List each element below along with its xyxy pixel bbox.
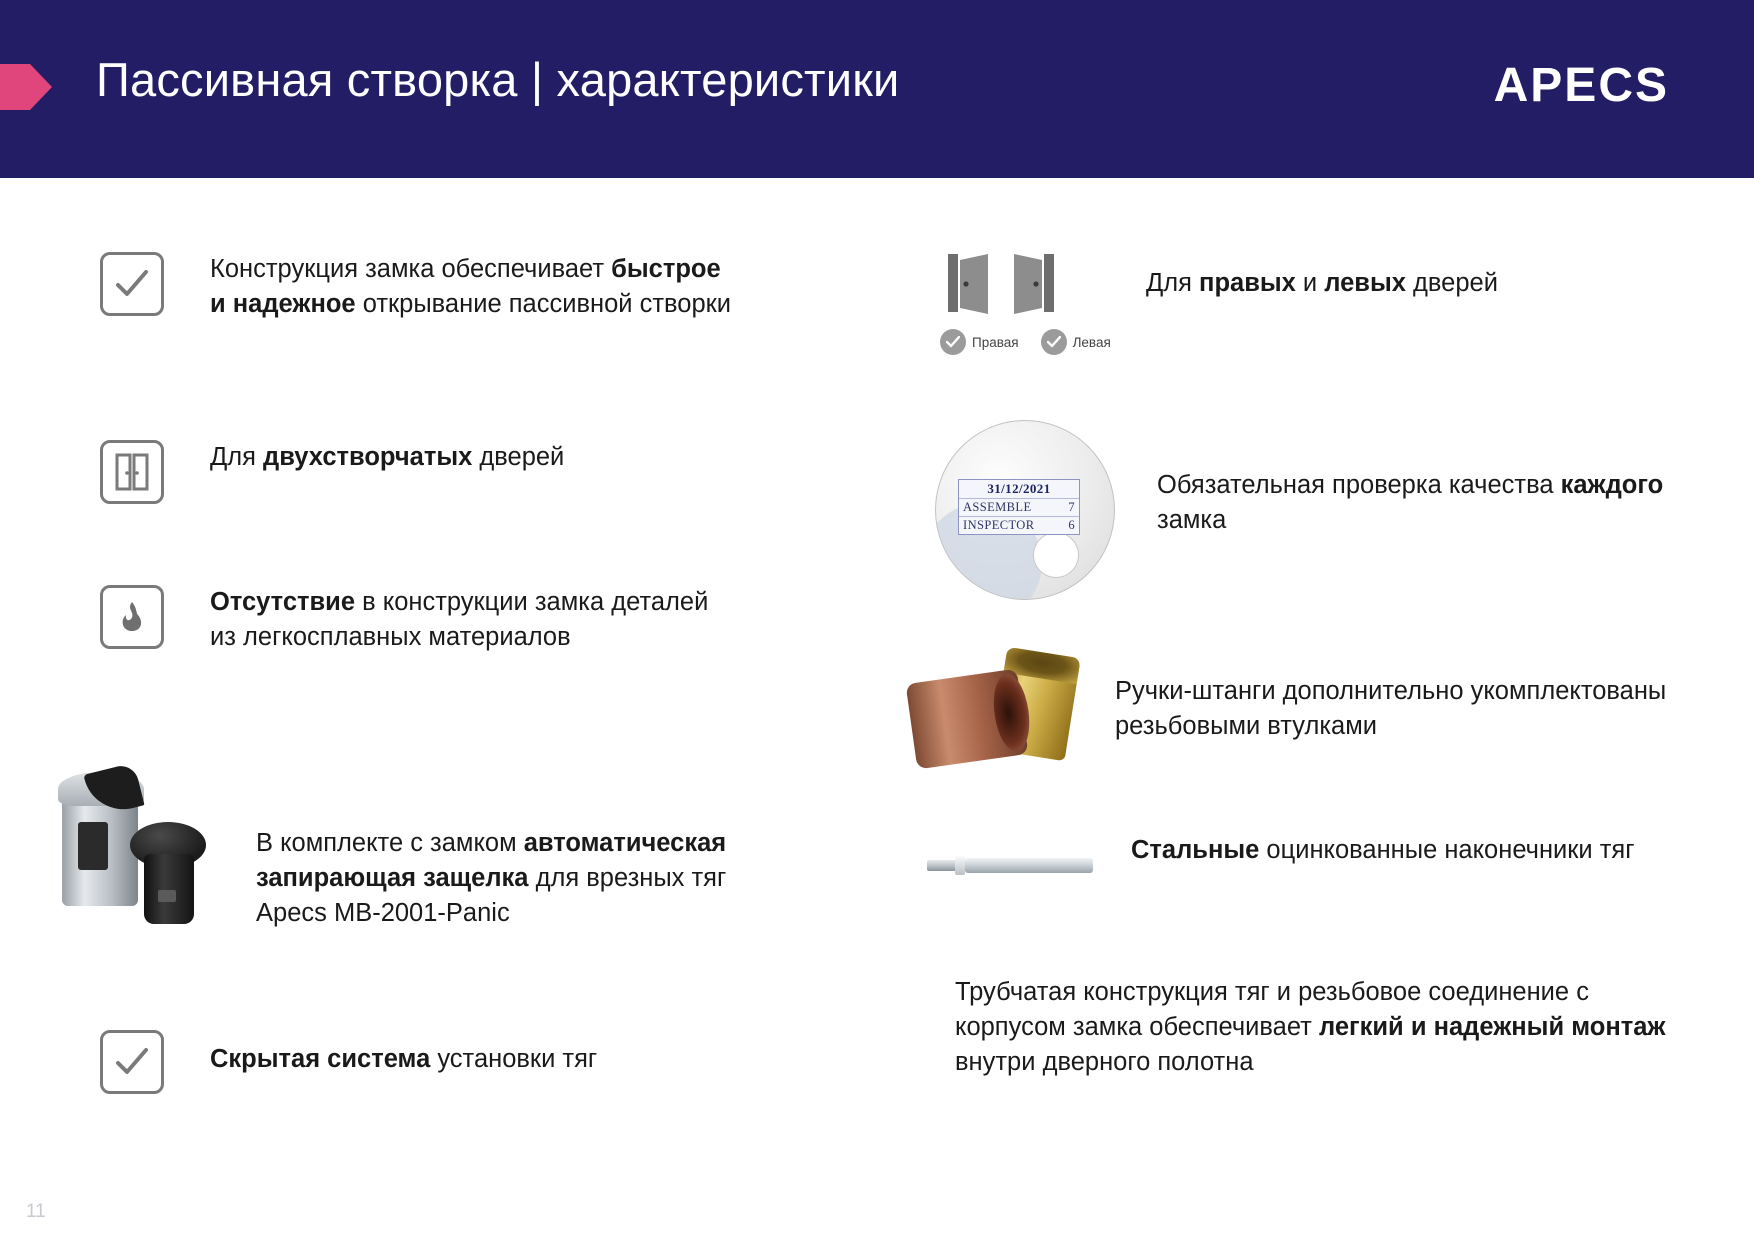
door-handing-icon: [940, 252, 1111, 355]
accent-arrow-icon: [0, 62, 52, 112]
slide-header: [0, 0, 1754, 178]
door-caption-left: [1041, 329, 1111, 355]
feature-row: [100, 252, 740, 322]
feature-text: Обязательная проверка качества каждого замка: [1157, 471, 1664, 534]
checkbox-checked-icon: [100, 252, 164, 316]
feature-row: [52, 770, 752, 940]
qc-assemble-label: ASSEMBLE: [963, 500, 1032, 514]
steel-rod-tip-photo: [925, 845, 1097, 885]
feature-text: Скрытая система установки тяг: [210, 1045, 598, 1073]
checkbox-checked-icon: [100, 1030, 164, 1094]
qc-sticker-label: [958, 479, 1080, 535]
feature-row: [955, 975, 1695, 1080]
feature-text: Отсутствие в конструкции замка деталей из легкосплавных материалов: [210, 588, 709, 651]
feature-text: Для двухстворчатых дверей: [210, 443, 565, 471]
check-circle-icon: [1041, 329, 1067, 355]
feature-text: Для правых и левых дверей: [1146, 269, 1498, 297]
feature-text: В комплекте с замком автоматическая запирающая защелка для врезных тяг Apecs MB-2001-Panic: [256, 829, 727, 927]
feature-row: [100, 1030, 740, 1094]
qc-inspector-label: INSPECTOR: [963, 518, 1035, 532]
feature-text: Ручки-штанги дополнительно укомплектованы резьбовыми втулками: [1115, 677, 1667, 740]
feature-row: [905, 650, 1695, 780]
double-door-icon: [100, 440, 164, 504]
feature-row: [100, 440, 740, 504]
qc-assemble-value: 7: [1068, 500, 1075, 514]
brand-logo: APECS: [1493, 59, 1669, 112]
feature-text: Стальные оцинкованные наконечники тяг: [1131, 836, 1635, 864]
feature-row: [925, 836, 1695, 885]
page-title: Пассивная створка | характеристики: [96, 53, 900, 106]
feature-row: [940, 252, 1680, 355]
feature-row: [935, 420, 1695, 600]
rivet-nuts-photo: [905, 650, 1083, 780]
latch-photo: [52, 770, 220, 940]
door-caption-right-label: Правая: [972, 334, 1019, 350]
qc-date: 31/12/2021: [987, 481, 1051, 496]
feature-row: [100, 585, 740, 655]
door-caption-right: [940, 329, 1019, 355]
fire-resistant-icon: [100, 585, 164, 649]
page-number: 11: [26, 1201, 46, 1222]
feature-text: Конструкция замка обеспечивает быстрое и надежное открывание пассивной створки: [210, 255, 732, 318]
qc-inspector-value: 6: [1068, 518, 1075, 532]
qc-sticker-photo: [935, 420, 1115, 600]
door-caption-left-label: Левая: [1072, 334, 1111, 350]
check-circle-icon: [940, 329, 966, 355]
feature-text: Трубчатая конструкция тяг и резьбовое соединение с корпусом замка обеспечивает легкий и надежный монтаж внутри дверного полотна: [955, 978, 1666, 1076]
